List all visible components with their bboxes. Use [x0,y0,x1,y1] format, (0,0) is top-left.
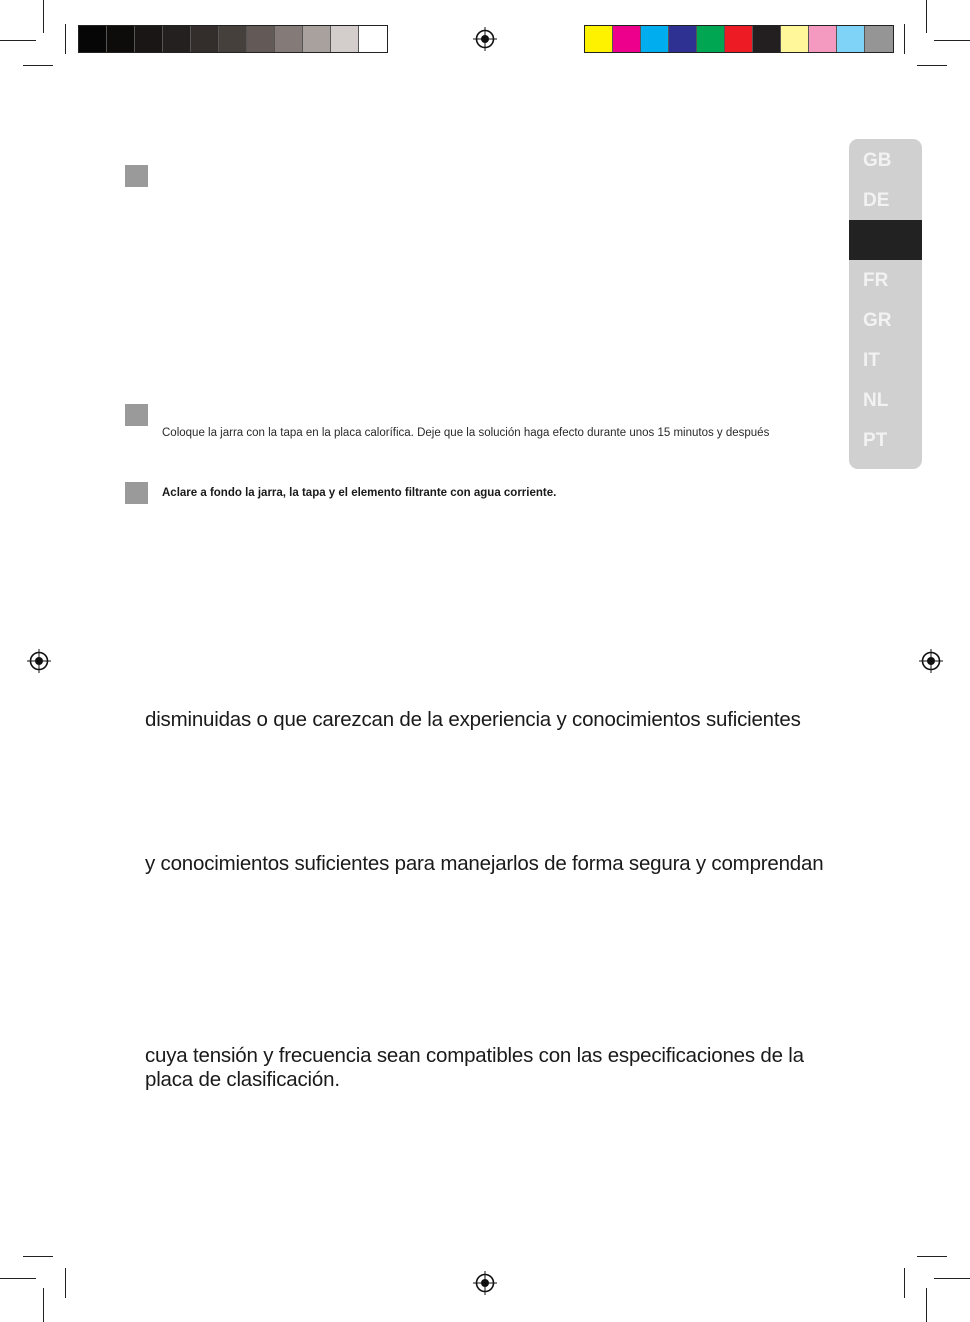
crop-mark [43,1288,44,1322]
color-swatch [641,26,669,52]
color-swatch [107,26,135,52]
color-swatch [669,26,697,52]
lang-gr[interactable]: GR [863,310,892,331]
color-swatch [135,26,163,52]
crop-mark [934,40,970,41]
crosshair-registration-icon [473,1271,497,1295]
color-swatch [725,26,753,52]
color-swatch [697,26,725,52]
color-swatch [331,26,359,52]
crosshair-registration-icon [919,649,943,673]
crosshair-registration-icon [473,27,497,51]
crop-mark [43,0,44,33]
crop-mark [65,1268,66,1298]
color-swatch [303,26,331,52]
body-text-line: y conocimientos suficientes para manejarlos de forma segura y comprendan [145,852,824,875]
color-swatch [781,26,809,52]
step-marker [125,482,148,504]
step-marker [125,404,148,426]
crop-mark [0,40,36,41]
color-swatch [79,26,107,52]
crop-mark [926,0,927,33]
grayscale-color-bar [78,25,388,53]
color-swatch [275,26,303,52]
lang-pt[interactable]: PT [863,430,888,451]
lang-es-active[interactable] [849,220,922,260]
color-swatch [359,26,387,52]
body-text-line: disminuidas o que carezcan de la experiencia y conocimientos suficientes [145,708,801,731]
lang-de[interactable]: DE [863,190,890,211]
color-swatch [837,26,865,52]
process-color-bar [584,25,894,53]
lang-it[interactable]: IT [863,350,880,371]
crop-mark [65,24,66,54]
crop-mark [904,24,905,54]
color-swatch [809,26,837,52]
language-tab [849,139,922,469]
step-text: Aclare a fondo la jarra, la tapa y el elemento filtrante con agua corriente. [162,487,557,499]
step-marker [125,165,148,187]
color-swatch [753,26,781,52]
crop-mark [0,1278,36,1279]
crop-mark [917,1256,947,1257]
crop-mark [23,1256,53,1257]
color-swatch [247,26,275,52]
color-swatch [219,26,247,52]
crosshair-registration-icon [27,649,51,673]
crop-mark [23,65,53,66]
color-swatch [613,26,641,52]
color-swatch [163,26,191,52]
lang-gb[interactable]: GB [863,150,892,171]
body-text-line: placa de clasificación. [145,1068,340,1091]
crop-mark [917,65,947,66]
lang-fr[interactable]: FR [863,270,889,291]
body-text-line: cuya tensión y frecuencia sean compatibles con las especificaciones de la [145,1044,804,1067]
step-text: Coloque la jarra con la tapa en la placa calorífica. Deje que la solución haga efecto durante unos 15 minutos y después [162,427,770,439]
crop-mark [904,1268,905,1298]
color-swatch [585,26,613,52]
crop-mark [926,1288,927,1322]
crop-mark [934,1278,970,1279]
color-swatch [865,26,893,52]
lang-nl[interactable]: NL [863,390,889,411]
color-swatch [191,26,219,52]
